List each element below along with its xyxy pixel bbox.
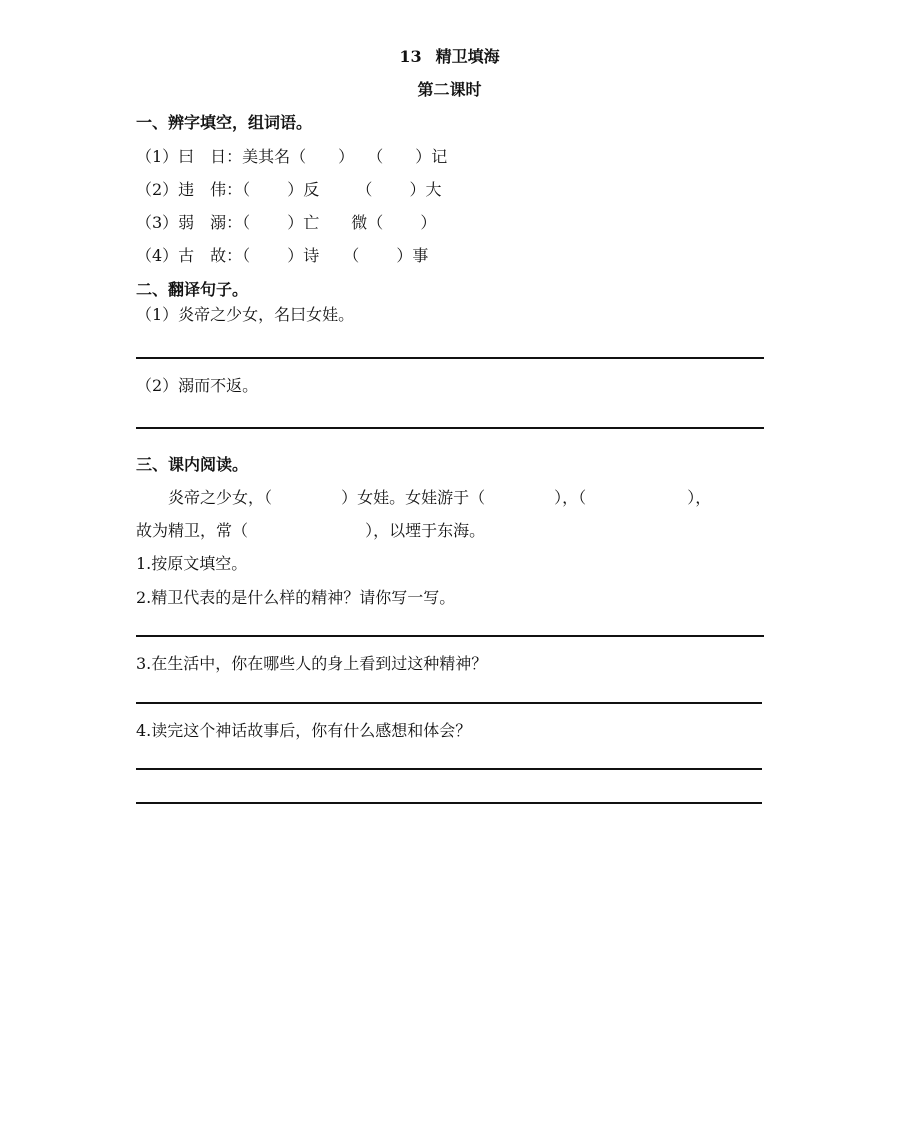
section1-item-1: （1）曰 日：美其名（ ） （ ）记: [136, 147, 448, 166]
answer-line-question-3[interactable]: [136, 702, 762, 704]
translate-sentence-2: （2）溺而不返。: [136, 376, 259, 395]
section2-heading: 二、翻译句子。: [136, 280, 249, 299]
answer-line-translate-1[interactable]: [136, 357, 764, 359]
lesson-subtitle: 第二课时: [417, 80, 482, 99]
lesson-title: [0, 44, 899, 67]
lesson-number: 13: [399, 47, 422, 66]
reading-question-2: 2.精卫代表的是什么样的精神？请你写一写。: [136, 588, 456, 607]
section1-heading: 一、辨字填空，组词语。: [136, 113, 313, 132]
answer-line-question-2[interactable]: [136, 635, 764, 637]
section3-heading: 三、课内阅读。: [136, 455, 249, 474]
translate-sentence-1: （1）炎帝之少女，名曰女娃。: [136, 305, 355, 324]
answer-line-question-4b[interactable]: [136, 802, 762, 804]
section1-item-4: （4）古 故：（ ）诗 （ ）事: [136, 246, 429, 265]
reading-passage-line-1: 炎帝之少女，（ ）女娃。女娃游于（ ），（ ），: [136, 488, 712, 507]
reading-passage-line-2: 故为精卫，常（ ），以堙于东海。: [136, 521, 486, 540]
reading-question-3: 3.在生活中，你在哪些人的身上看到过这种精神？: [136, 654, 488, 673]
answer-line-question-4a[interactable]: [136, 768, 762, 770]
reading-question-4: 4.读完这个神话故事后，你有什么感想和体会？: [136, 721, 472, 740]
section1-item-2: （2）违 伟：（ ）反 （ ）大: [136, 180, 442, 199]
section1-item-3: （3）弱 溺：（ ）亡 微（ ）: [136, 213, 437, 232]
answer-line-translate-2[interactable]: [136, 427, 764, 429]
reading-question-1: 1.按原文填空。: [136, 554, 248, 573]
lesson-name: 精卫填海: [435, 47, 500, 66]
